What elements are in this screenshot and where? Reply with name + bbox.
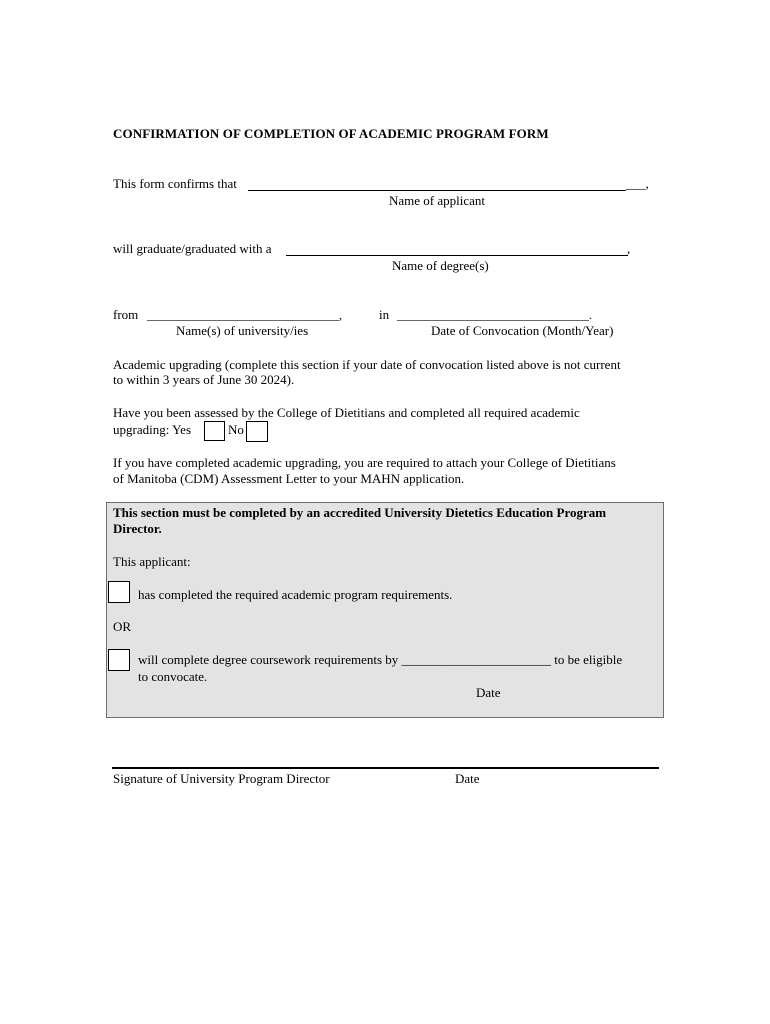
director-section-box [106,502,664,718]
completed-checkbox[interactable] [108,581,130,603]
confirms-label: This form confirms that [113,176,237,191]
university-field[interactable]: ________________________________, [147,308,342,322]
assessed-yes-label: upgrading: Yes [113,422,192,437]
will-complete-line2: to convocate. [138,669,208,684]
graduate-label: will graduate/graduated with a [113,241,272,256]
signature-label: Signature of University Program Director [113,771,330,786]
yes-checkbox[interactable] [204,421,225,441]
attach-text-line2: of Manitoba (CDM) Assessment Letter to your MAHN application. [113,471,465,486]
assessed-question-line1: Have you been assessed by the College of Dietitians and completed all required academic [113,405,580,420]
degree-field[interactable] [286,255,628,256]
applicant-label: This applicant: [113,554,191,569]
signature-line[interactable] [112,767,659,769]
form-title: CONFIRMATION OF COMPLETION OF ACADEMIC PROGRAM FORM [113,126,549,141]
convocation-field[interactable]: ________________________________. [397,308,592,322]
will-complete-line1: will complete degree coursework requirements by _______________________ to be eligible [138,652,623,667]
no-label: No [228,422,244,437]
section-heading-line2: Director. [113,521,162,536]
university-caption: Name(s) of university/ies [176,323,309,338]
applicant-name-field[interactable] [248,190,626,191]
section-heading-line1: This section must be completed by an accredited University Dietetics Education Program [113,505,607,520]
applicant-caption: Name of applicant [389,193,486,208]
completed-option-label: has completed the required academic program requirements. [138,587,453,602]
will-complete-checkbox[interactable] [108,649,130,671]
upgrading-text-line2: to within 3 years of June 30 2024). [113,372,295,387]
or-label: OR [113,619,132,634]
in-label: in [379,307,390,322]
no-checkbox[interactable] [246,421,268,442]
section-date-label: Date [476,685,501,700]
attach-text-line1: If you have completed academic upgrading, you are required to attach your College of Dietitians [113,455,616,470]
applicant-tail: ___, [626,176,649,191]
upgrading-text-line1: Academic upgrading (complete this section if your date of convocation listed above is not current [113,357,621,372]
from-label: from [113,307,139,322]
convocation-caption: Date of Convocation (Month/Year) [431,323,614,338]
degree-tail: , [627,241,631,256]
degree-caption: Name of degree(s) [392,258,489,273]
signature-date-label: Date [455,771,480,786]
